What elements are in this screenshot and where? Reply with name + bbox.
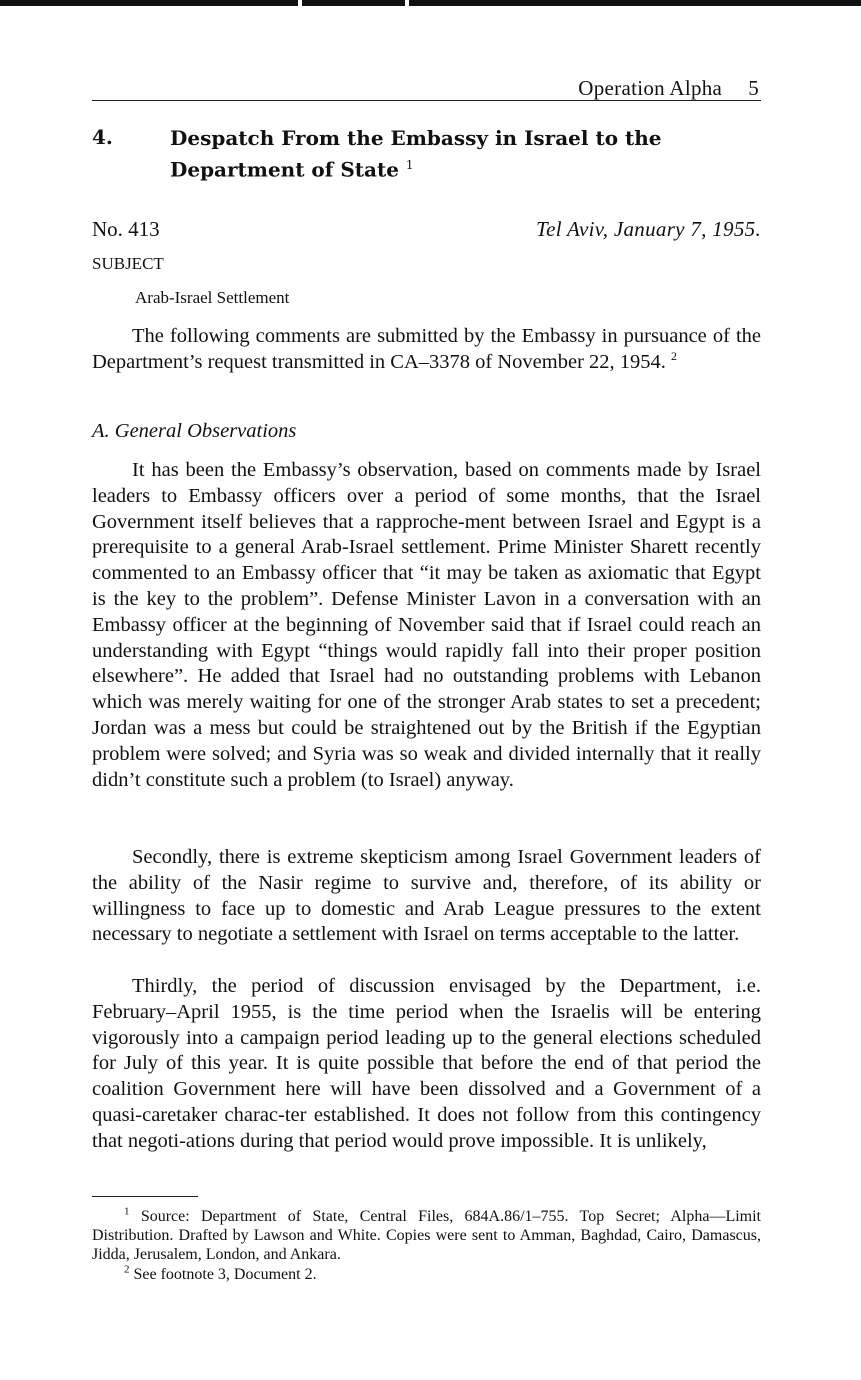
section-heading: A. General Observations: [92, 420, 297, 442]
footnote-2-text: See footnote 3, Document 2.: [133, 1266, 317, 1283]
footnote-rule: [92, 1196, 198, 1197]
footnote-2: [92, 1265, 761, 1284]
place-date: Tel Aviv, January 7, 1955.: [536, 217, 761, 241]
footnote-ref-1: 1: [405, 158, 414, 172]
intro-text: The following comments are submitted by the Embassy in pursuance of the Department’s request transmitted in CA–3378 of November 22, 1954.: [92, 325, 761, 373]
top-border-bar: [0, 0, 861, 6]
footnote-1-marker: 1: [124, 1205, 130, 1218]
footnote-2-marker: 2: [124, 1263, 130, 1276]
footnote-1: [92, 1207, 761, 1264]
page-number: 5: [748, 76, 759, 100]
document-number: 4.: [92, 125, 113, 149]
subject-value: Arab-Israel Settlement: [135, 288, 290, 307]
body-paragraph-3: Thirdly, the period of discussion envisaged by the Department, i.e. February–April 1955, is the time period when the Israelis will be entering vigorously into a campaign period leading up to the general elections scheduled for July of this year. It is quite possible that before the end of that period the coalition Government here will have been dissolved and a Government of a quasi-caretaker charac-ter established. It does not follow from this contingency that negoti-ations during that period would prove impossible. It is unlikely,: [92, 975, 761, 1152]
top-border-gap: [405, 0, 409, 6]
body-paragraph-1: It has been the Embassy’s observation, based on comments made by Israel leaders to Embassy officers over a period of some months, that the Israel Government itself believes that a rapproche-ment between Israel and Egypt is a prerequisite to a general Arab-Israel settlement. Prime Minister Sharett recently commented to an Embassy officer that “it may be taken as axiomatic that Egypt is the key to the problem”. Defense Minister Lavon in a conversation with an Embassy officer at the beginning of November said that if Israel could reach an understanding with Egypt “things would rapidly fall into their proper position elsewhere”. He added that Israel had no outstanding problems with Lebanon which was merely waiting for one of the stronger Arab states to set a precedent; Jordan was a mess but could be straightened out by the British if the Egyptian problem were solved; and Syria was so weak and divided internally that it really didn’t constitute such a problem (to Israel) anyway.: [92, 459, 761, 791]
footnote-1-text: Source: Department of State, Central Files, 684A.86/1–755. Top Secret; Alpha—Limit Distribution. Drafted by Lawson and White. Copies were sent to Amman, Baghdad, Cairo, Damascus, Jidda, Jerusalem, London, and Ankara.: [92, 1208, 762, 1263]
intro-paragraph: [92, 324, 761, 376]
running-head-title: Operation Alpha: [578, 76, 723, 100]
running-head: [92, 76, 761, 101]
body-paragraph-2: Secondly, there is extreme skepticism among Israel Government leaders of the ability of the Nasir regime to survive and, therefore, of its ability or willingness to face up to domestic and Arab League pressures to the extent necessary to negotiate a settlement with Israel on terms acceptable to the latter.: [92, 846, 761, 946]
document-title: [170, 125, 760, 184]
footnote-ref-2: 2: [671, 348, 678, 363]
document-title-text: Despatch From the Embassy in Israel to the Department of State: [170, 126, 662, 182]
subject-label: SUBJECT: [92, 254, 164, 273]
top-border-gap: [298, 0, 302, 6]
despatch-number: No. 413: [92, 217, 160, 241]
